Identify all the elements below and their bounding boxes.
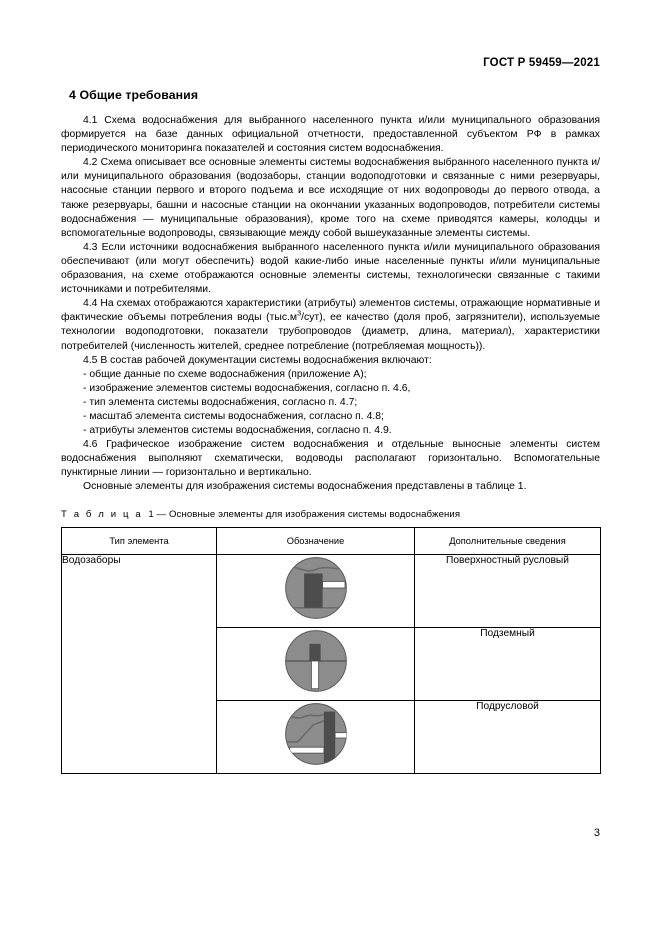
column-header-designation: Обозначение [217, 527, 415, 554]
cell-info-underground: Подземный [415, 627, 601, 700]
table-caption-text: Основные элементы для изображения системы водоснабжения [168, 508, 461, 520]
document-running-header: ГОСТ Р 59459—2021 [483, 57, 600, 69]
list-item: - атрибуты элементов системы водоснабжения, согласно п. 4.9. [83, 425, 392, 437]
cell-symbol-sub-channel [217, 700, 415, 773]
paragraph-4-4-lead: 4.4 На схемах отображаются характеристики (атрибуты) элементов системы, отражающие нормативные и фактические объемы потребления воды (тыс.м [61, 298, 600, 324]
cell-info-surface-channel: Поверхностный русловый [415, 554, 601, 627]
list-item: - тип элемента системы водоснабжения, согласно п. 4.7; [83, 396, 358, 408]
column-header-element-type: Тип элемента [62, 527, 217, 554]
column-header-additional-info: Дополнительные сведения [415, 527, 601, 554]
paragraph-4-4-tail: /сут), ее качество (доля проб, загрязнители), используемые технологии водоподготовки, показатели трубопроводов (диаметр, длина, материал), характеристики потребителей (численность жителей, среднее потребление (потребляемая мощность)). [61, 312, 601, 352]
page-content [61, 88, 600, 774]
cell-element-type-water-intakes: Водозаборы [62, 554, 217, 773]
cell-symbol-surface-channel [217, 554, 415, 627]
cell-symbol-underground [217, 627, 415, 700]
paragraph-4-5-intro: 4.5 В состав рабочей документации системы водоснабжения включают: [83, 354, 432, 366]
paragraph-4-2: 4.2 Схема описывает все основные элементы системы водоснабжения выбранного населенного пункта и/или муниципального образования (водозаборы, станции водоподготовки и связанные с ними резервуары, насосные станции первого и второго подъема и все исходящие от них водопроводы до первого отвода, а также резервуары, башни и насосные станции на окончании указанных водопроводов, потребители системы водоснабжения — муниципальные образования), кроме того на схеме приводятся камеры, колодцы и вспомогательные водопроводы, связывающие между собой вышеуказанные элементы системы. [61, 157, 600, 239]
section-heading: 4 Общие требования [69, 88, 199, 102]
list-item: - масштаб элемента системы водоснабжения, согласно п. 4.8; [83, 410, 384, 422]
paragraph-4-6: 4.6 Графическое изображение систем водоснабжения и отдельные выносные элементы систем водоснабжения выполняют схематически, водоводы располагают горизонтально. Вспомогательные пунктирные линии — горизонтально и вертикально. [61, 439, 600, 479]
elements-table [61, 527, 601, 774]
cubic-meter-superscript: 3 [297, 308, 302, 318]
table-caption [61, 509, 600, 520]
table-row [62, 554, 601, 627]
list-item: - изображение элементов системы водоснабжения, согласно п. 4.6, [83, 382, 411, 394]
page-number: 3 [593, 827, 600, 839]
table-caption-label: Т а б л и ц а [61, 508, 143, 520]
table-caption-dash: — [156, 508, 167, 520]
surface-channel-intake-symbol [283, 555, 349, 621]
list-item: - общие данные по схеме водоснабжения (приложение А); [83, 368, 367, 380]
paragraph-4-4 [61, 297, 600, 353]
paragraph-4-1: 4.1 Схема водоснабжения для выбранного населенного пункта и/или муниципального образования формируется на базе данных официальной отчетности, предоставленной субъектом РФ в рамках периодического мониторинга показателей и состояния систем водоснабжения. [61, 115, 600, 155]
paragraph-4-7: Основные элементы для изображения системы водоснабжения представлены в таблице 1. [83, 481, 527, 493]
underground-well-intake-symbol [283, 628, 349, 694]
sub-channel-intake-symbol [283, 701, 349, 767]
cell-info-sub-channel: Подрусловой [415, 700, 601, 773]
table-header-row [62, 527, 601, 554]
table-caption-number: 1 [148, 508, 154, 520]
paragraph-4-3: 4.3 Если источники водоснабжения выбранного населенного пункта и/или муниципального образования обеспечивают (или могут обеспечить) водой какие-либо иные населенные пункты и/или муниципальные образования, на схеме отображаются основные элементы системы, технологически связанные с такими источниками и потребителями. [61, 241, 600, 296]
